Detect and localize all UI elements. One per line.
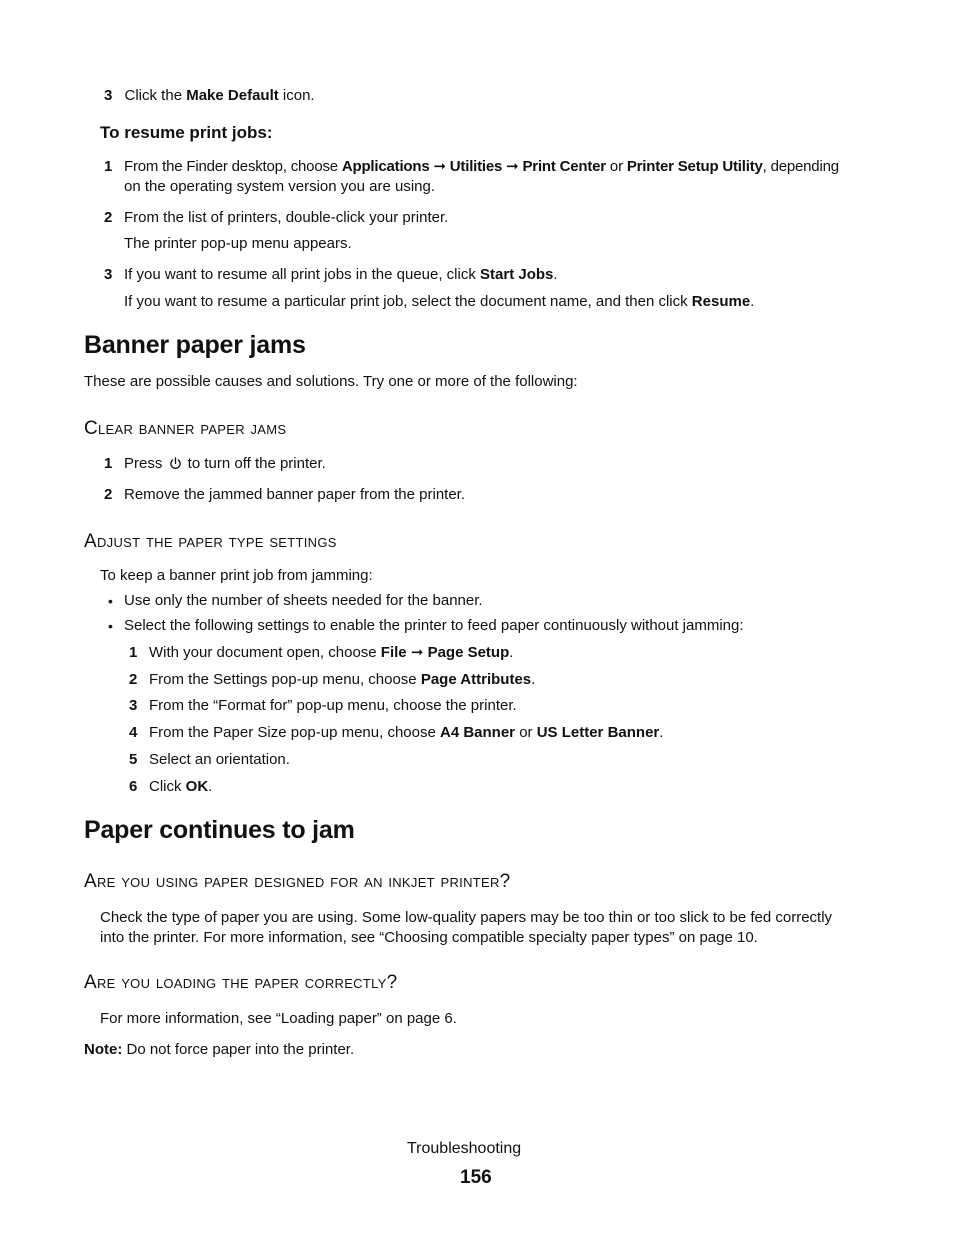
- text: Click: [149, 778, 186, 795]
- clear-step1-text: [124, 454, 326, 474]
- adjust-intro: To keep a banner print job from jamming:: [100, 567, 373, 584]
- note: [84, 1040, 354, 1060]
- text: .: [531, 671, 536, 688]
- resume-step2-text: From the list of printers, double-click your printer.: [124, 209, 449, 226]
- adjust-bullet2: Select the following settings to enable the printer to feed paper continuously without jamming:: [124, 617, 744, 634]
- file-label: File: [380, 644, 407, 661]
- adjust-step4: [149, 723, 663, 743]
- text: If you want to resume a particular print job, select the document name, and then click: [124, 293, 692, 310]
- text: or: [605, 158, 627, 175]
- arrow-icon: ➞: [506, 158, 519, 175]
- arrow-icon: ➞: [410, 644, 424, 661]
- print-center-label: Print Center: [522, 158, 606, 175]
- text: From the Paper Size pop-up menu, choose: [149, 724, 440, 741]
- a4-banner-label: A4 Banner: [440, 724, 516, 741]
- text: If you want to resume all print jobs in the queue, click: [124, 266, 481, 283]
- resume-step1-line2: on the operating system version you are using.: [124, 178, 436, 195]
- resume-heading: To resume print jobs:: [100, 123, 273, 142]
- text: .: [509, 644, 514, 661]
- arrow-icon: ➞: [433, 158, 446, 175]
- adjust-step5: Select an orientation.: [149, 751, 290, 768]
- step-number: 2: [104, 486, 113, 503]
- text: or: [515, 724, 537, 741]
- banner-intro: These are possible causes and solutions. Try one or more of the following:: [84, 373, 578, 390]
- adjust-step2: [149, 670, 535, 690]
- start-jobs-label: Start Jobs: [480, 266, 554, 283]
- printer-setup-utility-label: Printer Setup Utility: [626, 158, 763, 175]
- step-make-default: [104, 86, 315, 106]
- page-setup-label: Page Setup: [427, 644, 510, 661]
- adjust-step1: [149, 643, 513, 663]
- bullet-icon: •: [108, 593, 113, 609]
- step-number: 3: [129, 697, 138, 714]
- note-label: Note:: [84, 1041, 123, 1058]
- power-icon: [169, 457, 182, 470]
- page-attributes-label: Page Attributes: [420, 671, 532, 688]
- adjust-step6: [149, 777, 212, 797]
- resume-label: Resume: [691, 293, 751, 310]
- step-number: 2: [129, 671, 138, 688]
- text: .: [659, 724, 664, 741]
- clear-banner-heading: Clear banner paper jams: [84, 418, 287, 439]
- step-text: Click the: [124, 87, 187, 104]
- text: With your document open, choose: [149, 644, 381, 661]
- step-text-end: icon.: [278, 87, 315, 104]
- loading-heading: Are you loading the paper correctly?: [84, 972, 398, 993]
- step-number: 3: [104, 266, 113, 283]
- text: From the Finder desktop, choose: [124, 158, 342, 175]
- step-number: 1: [104, 455, 113, 472]
- step-number: 5: [129, 751, 138, 768]
- step-number: 1: [129, 644, 138, 661]
- ok-label: OK: [185, 778, 209, 795]
- resume-step3-sub: [124, 292, 754, 312]
- step-number: 4: [129, 724, 138, 741]
- loading-text: For more information, see “Loading paper” on page 6.: [100, 1010, 457, 1027]
- step-number: 1: [104, 158, 113, 175]
- adjust-heading: Adjust the paper type settings: [84, 531, 337, 552]
- applications-label: Applications: [341, 158, 430, 175]
- adjust-step3: From the “Format for” pop-up menu, choose the printer.: [149, 697, 517, 714]
- text: From the Settings pop-up menu, choose: [149, 671, 421, 688]
- inkjet-text-line2: into the printer. For more information, see “Choosing compatible specialty paper types” on page 10.: [100, 929, 758, 946]
- us-letter-banner-label: US Letter Banner: [536, 724, 660, 741]
- step-number: 2: [104, 209, 113, 226]
- utilities-label: Utilities: [449, 158, 503, 175]
- page-number: 156: [460, 1167, 492, 1188]
- step-bold: Make Default: [186, 87, 279, 104]
- clear-step2-text: Remove the jammed banner paper from the printer.: [124, 486, 466, 503]
- resume-step2-sub: The printer pop-up menu appears.: [124, 235, 352, 252]
- inkjet-heading: Are you using paper designed for an inkjet printer?: [84, 871, 511, 892]
- text: Press: [124, 455, 167, 472]
- resume-step1-line1: [124, 157, 839, 177]
- note-text: Do not force paper into the printer.: [122, 1041, 355, 1058]
- footer-section: Troubleshooting: [407, 1140, 522, 1157]
- bullet-icon: •: [108, 618, 113, 634]
- text: .: [208, 778, 213, 795]
- adjust-bullet1: Use only the number of sheets needed for the banner.: [124, 592, 483, 609]
- step-number: 6: [129, 778, 138, 795]
- banner-heading: Banner paper jams: [84, 331, 306, 359]
- text: .: [750, 293, 755, 310]
- continues-heading: Paper continues to jam: [84, 816, 355, 844]
- inkjet-text-line1: Check the type of paper you are using. Some low-quality papers may be too thin or too slick to be fed correctly: [100, 909, 833, 926]
- text: , depending: [762, 158, 839, 175]
- text: to turn off the printer.: [183, 455, 326, 472]
- text: .: [553, 266, 558, 283]
- resume-step3-text: [124, 265, 558, 285]
- step-number: 3: [104, 87, 113, 104]
